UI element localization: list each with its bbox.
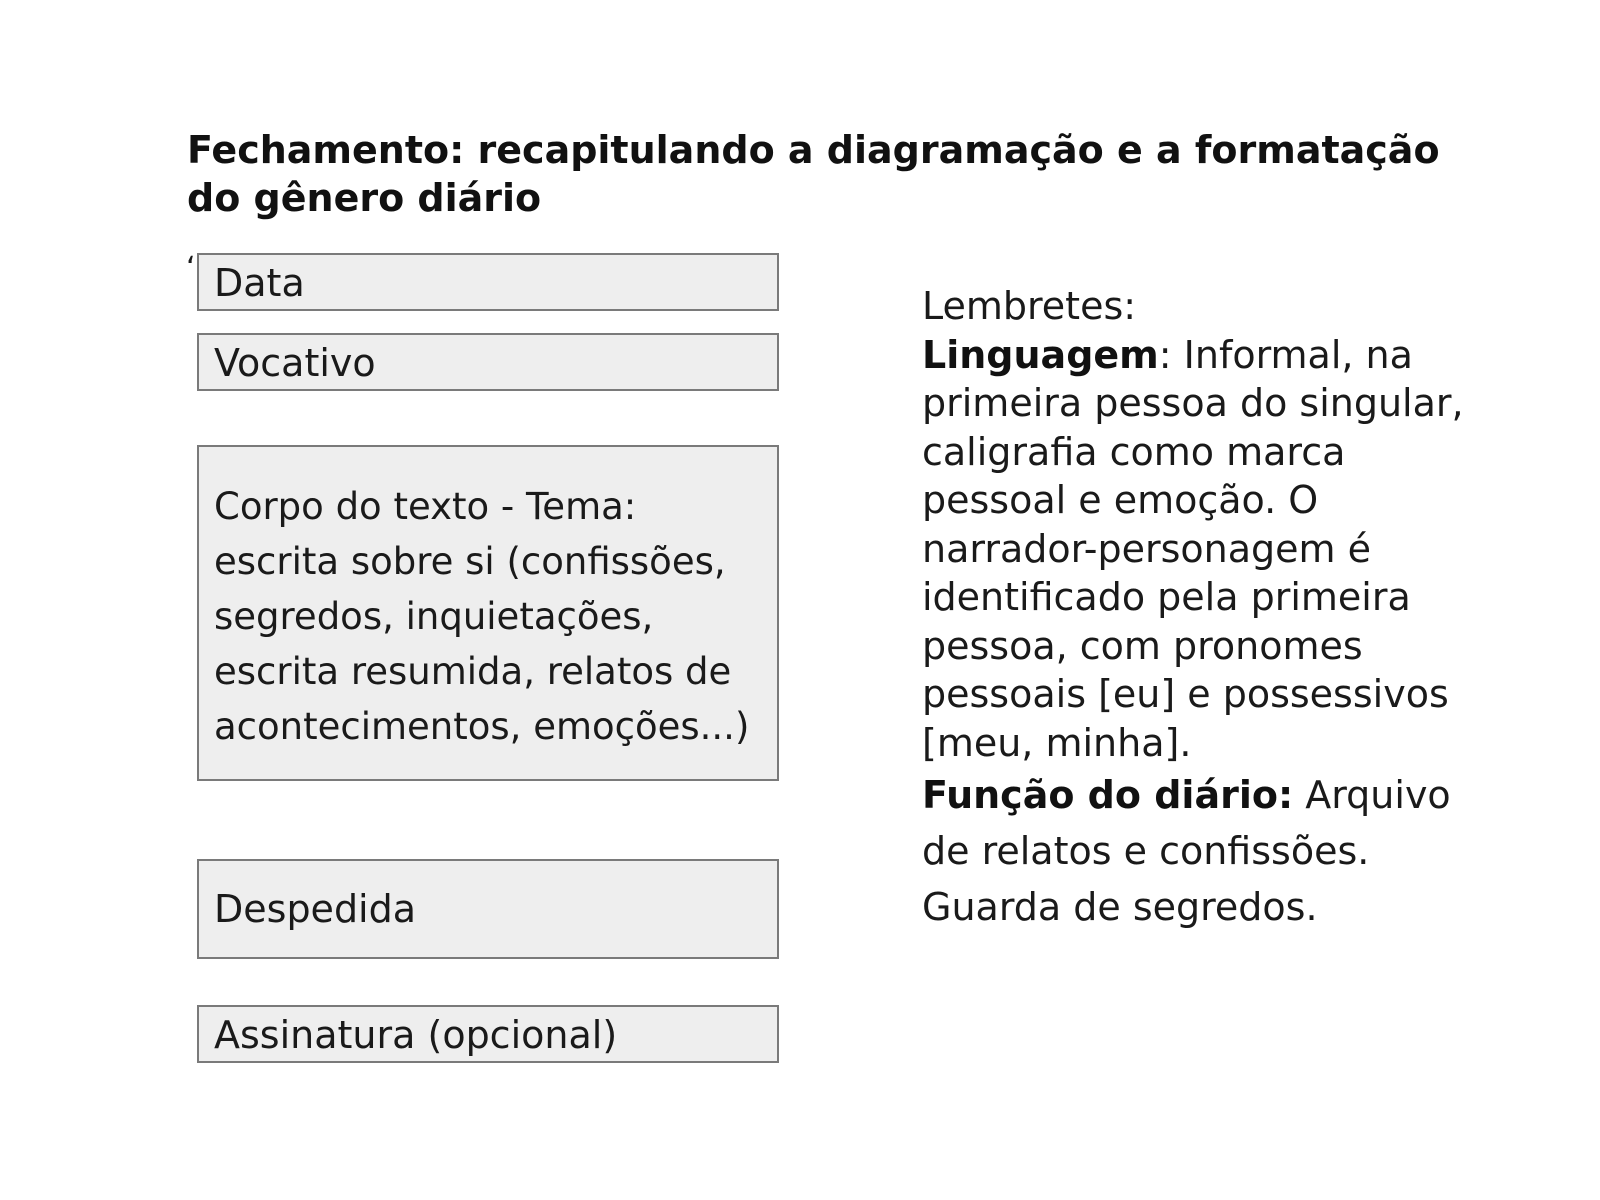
reminders-panel xyxy=(922,282,1482,935)
box-corpo-do-texto xyxy=(197,445,779,781)
box-corpo-label: Corpo do texto - Tema: escrita sobre si (confissões, segredos, inquietações, escrita resumida, relatos de acontecimentos, emoções...) xyxy=(214,485,750,748)
page-title: Fechamento: recapitulando a diagramação e a formatação do gênero diário xyxy=(187,128,1440,220)
box-data xyxy=(197,253,779,311)
box-vocativo-label: Vocativo xyxy=(214,341,376,385)
box-despedida xyxy=(197,859,779,959)
reminders-heading: Lembretes: xyxy=(922,284,1137,328)
box-assinatura-label: Assinatura (opcional) xyxy=(214,1013,618,1057)
reminder-linguagem xyxy=(922,331,1482,768)
box-assinatura xyxy=(197,1005,779,1063)
reminder-funcao xyxy=(922,767,1482,935)
box-vocativo xyxy=(197,333,779,391)
reminder-linguagem-label: Linguagem xyxy=(922,332,1159,377)
reminder-funcao-label: Função do diário: xyxy=(922,773,1294,817)
reminder-linguagem-text: : Informal, na primeira pessoa do singular, caligrafia como marca pessoal e emoção. O narrador-personagem é identificado pela primeira pessoa, com pronomes pessoais [eu] e possessivos [meu, minha]. xyxy=(922,332,1464,765)
reminder-funcao-text: Arquivo de relatos e confissões. Guarda de segredos. xyxy=(922,773,1451,929)
stray-quote-mark: ‘ xyxy=(186,251,196,286)
box-despedida-label: Despedida xyxy=(214,887,417,931)
box-data-label: Data xyxy=(214,261,305,305)
